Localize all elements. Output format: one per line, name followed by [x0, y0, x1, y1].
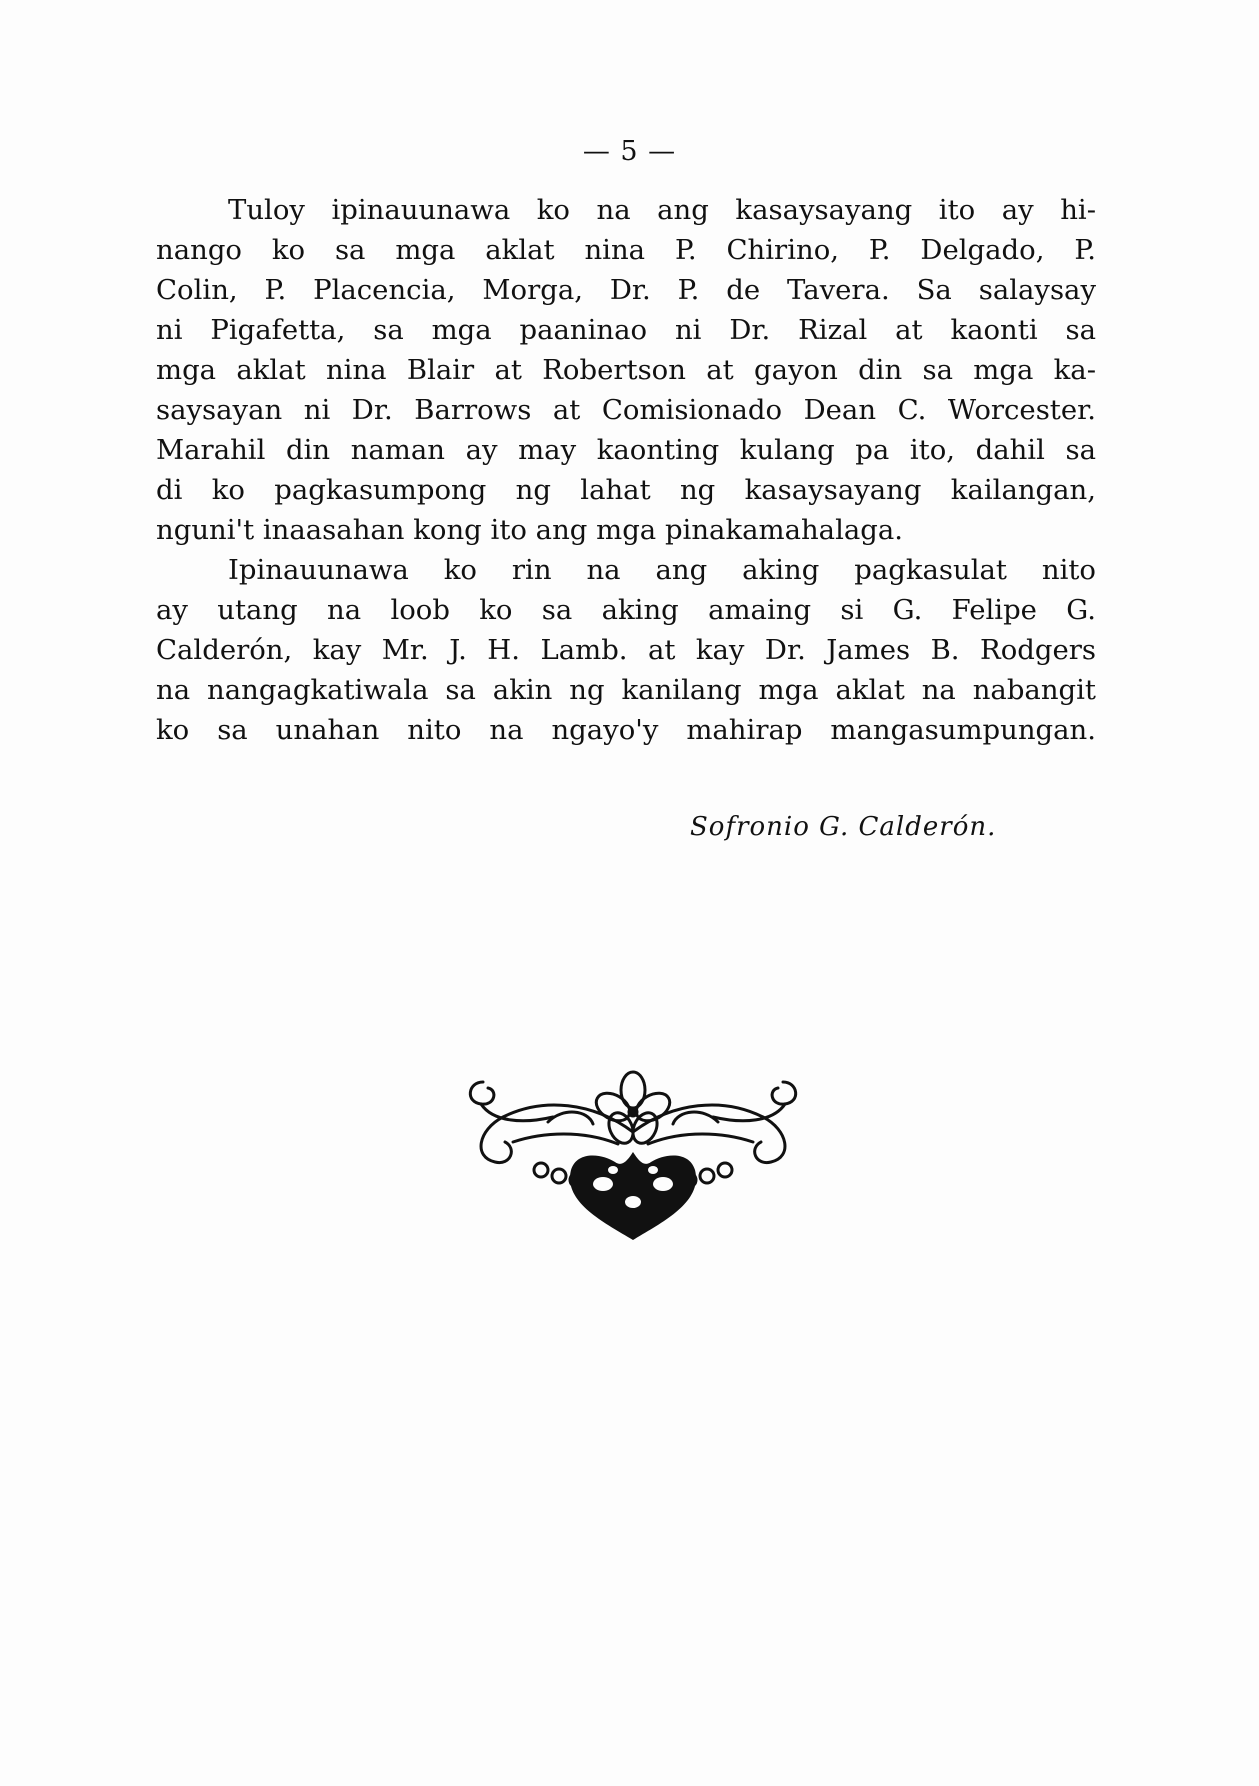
paragraph-1-line: Marahil din naman ay may kaonting kulang pa ito, dahil sa — [156, 434, 1096, 466]
paragraph-1-line: nango ko sa mga aklat nina P. Chirino, P. Delgado, P. — [156, 234, 1096, 266]
paragraph-1-line: di ko pagkasumpong ng lahat ng kasaysayang kailangan, — [156, 474, 1096, 506]
ornament-right-curl — [772, 1082, 796, 1104]
paragraph-1-line: Colin, P. Placencia, Morga, Dr. P. de Tavera. Sa salaysay — [156, 274, 1096, 306]
ornament-left-curl — [470, 1082, 494, 1104]
signature: Sofronio G. Calderón. — [690, 812, 997, 842]
paragraph-1-line: mga aklat nina Blair at Robertson at gayon din sa mga ka- — [156, 354, 1096, 386]
body-text — [156, 190, 1096, 750]
paragraph-2-line: Ipinauunawa ko rin na ang aking pagkasulat nito — [228, 554, 1096, 586]
paragraph-1-line: ni Pigafetta, sa mga paaninao ni Dr. Rizal at kaonti sa — [156, 314, 1096, 346]
ornament-flower — [591, 1072, 674, 1147]
paragraph-2-line: Calderón, kay Mr. J. H. Lamb. at kay Dr. James B. Rodgers — [156, 634, 1096, 666]
paragraph-2-line: ko sa unahan nito na ngayo'y mahirap mangasumpungan. — [156, 714, 1096, 746]
page-number: — 5 — — [582, 136, 677, 167]
paragraph-2-line: ay utang na loob ko sa aking amaing si G. Felipe G. — [156, 594, 1096, 626]
paragraph-1-line: saysayan ni Dr. Barrows at Comisionado Dean C. Worcester. — [156, 394, 1096, 426]
paragraph-1-line: nguni't inaasahan kong ito ang mga pinakamahalaga. — [156, 514, 904, 546]
floral-ornament-icon — [453, 1062, 813, 1242]
paragraph-1-line: Tuloy ipinauunawa ko na ang kasaysayang ito ay hi- — [228, 194, 1096, 226]
paragraph-2-line: na nangagkatiwala sa akin ng kanilang mga aklat na nabangit — [156, 674, 1096, 706]
